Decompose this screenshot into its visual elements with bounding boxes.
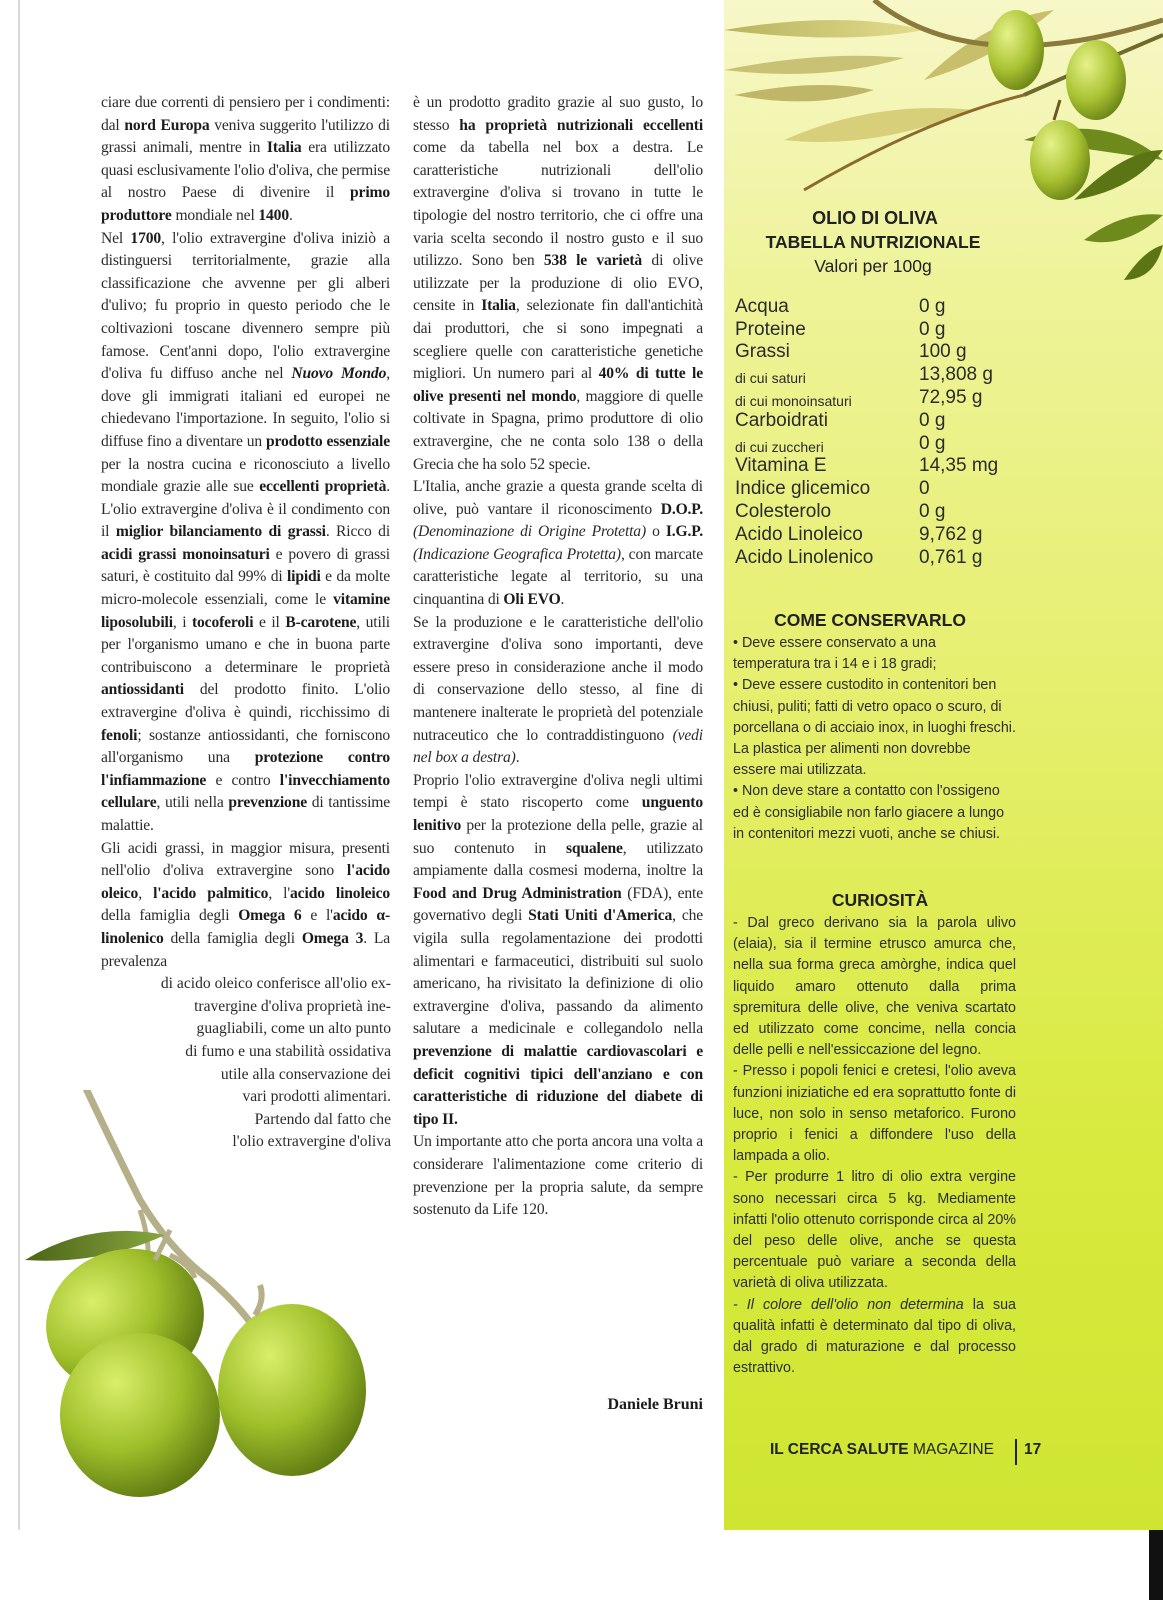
curiosity-item: - Per produrre 1 litro di olio extra vergine sono necessari circa 5 kg. Mediamente infatti l'olio ottenuto corrisponde circa al 20% del peso delle olive, anche se questa percentuale può variare a seconda della varietà di oliva utilizzata.	[733, 1169, 1016, 1292]
text-run: e contro	[206, 771, 280, 789]
nutrition-row	[735, 320, 1035, 343]
bold-text: Omega 3	[301, 929, 364, 947]
text-run: , utili nella	[156, 794, 229, 812]
page-number: 17	[1024, 1441, 1042, 1458]
text-run: Se la produzione e le caratteristiche dell'olio extravergine d'oliva sono importanti, deve essere preso in considerazione anche il modo di conservazione dello stesso, al fine di mantenere inalterate le proprietà del potenziale nutraceutico che lo contraddistinguono	[413, 613, 703, 744]
text-run: ciare due correnti di pensiero per i condimenti: dal	[101, 94, 390, 134]
text-run: veniva suggerito l'utilizzo di grassi animali, mentre in	[101, 116, 390, 157]
box-title: OLIO DI OLIVA	[812, 208, 938, 228]
nutrient-value: 0 g	[919, 318, 946, 340]
wrap-line: l'olio extravergine d'oliva	[232, 1133, 391, 1151]
bold-text: 40% di tutte le olive presenti nel mondo	[413, 365, 703, 405]
bold-text: prodotto essenziale	[266, 432, 390, 450]
text-run: era utilizzato quasi esclusivamente l'olio d'oliva, che permise al nostro Paese di divenire il	[101, 139, 390, 202]
bold-text: Italia	[481, 297, 516, 315]
text-run: come da tabella nel box a destra. Le caratteristiche nutrizionali dell'olio extravergine d'oliva si trovano in tutte le tipologie del nostro territorio, che ci offre una varia scelta secondo il nostro gusto e il suo utilizzo. Sono ben	[413, 139, 703, 270]
col2-paragraph-1	[413, 92, 703, 476]
text-run: .	[288, 206, 293, 224]
nutrition-table	[735, 297, 1035, 571]
bold-text: acido α-linolenico	[101, 907, 390, 947]
nutrition-row	[735, 343, 1035, 366]
text-run: , utilizzato ampiamente dalla cosmesi moderna, inoltre la	[413, 839, 703, 880]
italic-text: (Indicazione Geografica Protetta)	[413, 545, 621, 563]
nutrient-value: 100 g	[919, 341, 967, 363]
text-run: di olive utilizzate per la produzione di olio EVO, censite in	[413, 252, 704, 315]
bold-text: l'acido palmitico	[153, 884, 269, 902]
bold-text: lipidi	[286, 568, 321, 586]
text-run: ; sostanze antiossidanti, che forniscono all'organismo una	[101, 726, 390, 767]
curiosity-item-last	[733, 1295, 1016, 1380]
nutrient-name: di cui zuccheri	[735, 438, 824, 455]
bold-text: Omega 6	[238, 907, 302, 925]
nutrient-name: Grassi	[735, 341, 790, 363]
nutrient-value: 0	[919, 478, 930, 500]
bold-text: antiossidanti	[101, 681, 184, 699]
bold-text: prevenzione	[228, 794, 307, 812]
bold-text: 538 le varietà	[543, 252, 643, 270]
conserve-item: • Non deve stare a contatto con l'ossigeno ed è consigliabile non farlo giacere a lungo in contenitori mezzi vuoti, anche se chiusi.	[733, 783, 1005, 842]
text-run: (FDA), ente governativo degli	[413, 884, 703, 925]
nutrient-name: Indice glicemico	[735, 478, 871, 500]
nutrition-row	[735, 457, 1035, 480]
bold-text: Italia	[266, 139, 302, 157]
bold-text: tocoferoli	[191, 613, 254, 631]
text-run: per la nostra cucina e riconosciuto a livello mondiale grazie alle sue	[101, 455, 390, 496]
text-run: del prodotto finito. L'olio extravergine d'oliva è quindi, ricchissimo di	[101, 681, 390, 722]
text-run: e l'	[301, 907, 333, 925]
text-run: della famiglia degli	[163, 929, 302, 947]
magazine-suffix: MAGAZINE	[908, 1441, 994, 1458]
text-run: , l'	[268, 884, 291, 902]
bold-text: eccellenti proprietà	[259, 478, 387, 496]
bold-text: prevenzione di malattie cardiovascolari e deficit cognitivi tipici dell'anziano e con caratteristiche di riduzione del diabete di tipo II.	[413, 1042, 703, 1128]
curiosity-rest: la sua qualità infatti è determinato dal tipo di oliva, dal grado di maturazione e dal processo estrattivo.	[733, 1296, 1016, 1377]
text-run: Proprio l'olio extravergine d'oliva negli ultimi tempi è stato riscoperto come	[413, 771, 703, 812]
bold-text: Food and Drug Administration	[413, 884, 622, 902]
col2-paragraph-5	[413, 1131, 703, 1221]
italic-text: (Denominazione di Origine Protetta)	[413, 523, 646, 541]
nutrient-name: Acqua	[735, 295, 789, 317]
author-signature: Daniele Bruni	[607, 1396, 703, 1413]
text-run: Nel	[101, 229, 131, 247]
bold-text: unguento lenitivo	[413, 794, 703, 834]
footer-separator	[1015, 1439, 1017, 1465]
wrap-line: travergine d'oliva proprietà ine-	[194, 997, 391, 1015]
bold-text: 1400	[258, 206, 289, 224]
magazine-name: IL CERCA SALUTE	[770, 1441, 909, 1458]
curiosity-italic: - Il colore dell'olio non determina	[733, 1296, 964, 1313]
nutrient-name: di cui saturi	[735, 370, 806, 387]
nutrient-value: 0 g	[919, 432, 946, 454]
bold-text: acido linoleico	[290, 884, 390, 902]
curiosity-heading: CURIOSITÀ	[831, 890, 929, 910]
nutrient-name: Acido Linoleico	[735, 523, 863, 545]
conserve-text	[733, 633, 1016, 845]
nutrient-value: 0 g	[919, 295, 946, 317]
nutrition-row	[735, 479, 1035, 502]
conserve-heading: COME CONSERVARLO	[774, 610, 966, 630]
text-run: e povero di grassi saturi, è costituito dal 99% di	[101, 545, 390, 586]
text-run: , con marcate caratteristiche legate al territorio, su una cinquantina di	[413, 545, 703, 609]
bold-text: vitamine liposolubili	[101, 591, 390, 631]
bold-text: fenoli	[101, 726, 138, 744]
wrap-line: vari prodotti alimentari.	[242, 1088, 391, 1106]
text-run: della famiglia degli	[101, 907, 239, 925]
text-run: , che vigila sulla regolamentazione dei prodotti alimentari e farmaceutici, distribuiti sul suolo americano, ha rivisitato la definizione di olio extravergine d'oliva, passando da alimento salutare a medicinale e collegandolo nella	[413, 907, 704, 1038]
nutrient-value: 0,761 g	[919, 546, 983, 568]
bold-text: Oli EVO	[503, 591, 561, 609]
wrap-line: guagliabili, come un alto punto	[196, 1020, 391, 1038]
col2-paragraph-3	[413, 612, 703, 770]
col2-paragraph-4	[413, 770, 703, 1132]
nutrition-row	[735, 548, 1035, 571]
text-run: .	[515, 749, 520, 767]
page-footer	[770, 1441, 1060, 1471]
nutrient-name: Proteine	[735, 318, 806, 340]
wrap-line: di acido oleico conferisce all'olio ex-	[160, 975, 391, 993]
text-run: e da molte micro-molecole essenziali, come le	[101, 568, 390, 609]
bold-text: Stati Uniti d'America	[528, 907, 673, 925]
text-run: Gli acidi grassi, in maggior misura, presenti nell'olio d'oliva extravergine sono	[101, 839, 390, 880]
text-run: di tantissime malattie.	[101, 794, 390, 834]
bold-text: B-carotene	[285, 613, 357, 631]
emphasis-text: Nuovo Mondo	[291, 365, 387, 383]
bold-text: miglior bilanciamento di grassi	[115, 523, 326, 541]
nutrient-name: Carboidrati	[735, 409, 828, 431]
bold-text: nord Europa	[124, 116, 210, 134]
text-run: , dove gli immigrati italiani ed europei ne chiedevano l'importazione. In seguito, l'olio si diffuse fino a diventare un	[101, 365, 390, 450]
bold-text: I.G.P.	[665, 523, 703, 541]
nutrition-row	[735, 388, 1035, 411]
article-column-2	[413, 92, 703, 1222]
nutrient-value: 13,808 g	[919, 364, 993, 386]
bold-text: l'invecchiamento cellulare	[101, 771, 390, 812]
bold-text: primo produttore	[101, 184, 390, 224]
bold-text: squalene	[565, 839, 623, 857]
box-unit: Valori per 100g	[814, 256, 932, 276]
text-run: . Ricco di	[325, 523, 391, 541]
nutrition-row	[735, 502, 1035, 525]
olives-illustration	[20, 1090, 410, 1540]
bold-text	[291, 365, 386, 382]
nutrient-name: di cui monoinsaturi	[735, 392, 852, 409]
text-run: mondiale nel	[171, 206, 259, 224]
text-run: , l'olio extravergine d'oliva iniziò a distinguersi territorialmente, grazie alla classificazione che avvenne per gli alberi d'ulivo; fu proprio in questo periodo che le coltivazioni toscane divennero sempre più famose. Cent'anni dopo, l'olio extravergine d'oliva fu diffuso anche nel	[101, 229, 390, 383]
text-run: Un importante atto che porta ancora una volta a considerare l'alimentazione come criterio di prevenzione per la propria salute, da sempre sostenuto da Life 120.	[413, 1133, 703, 1219]
bold-text: D.O.P.	[660, 500, 703, 518]
col1-paragraph-1	[101, 92, 390, 228]
text-run: per la protezione della pelle, grazie al suo contenuto in	[413, 817, 703, 857]
nutrient-value: 0 g	[919, 409, 946, 431]
conserve-item: • Deve essere conservato a una temperatura tra i 14 e i 18 gradi;	[733, 635, 937, 673]
text-run: è un prodotto gradito grazie al suo gusto, lo stesso	[413, 94, 703, 134]
text-run: L'Italia, anche grazie a questa grande scelta di olive, può vantare il riconoscimento	[413, 478, 703, 518]
bold-text: l'acido oleico	[101, 862, 390, 902]
nutrition-row	[735, 365, 1035, 388]
nutrition-row	[735, 434, 1035, 457]
article-column-1	[101, 92, 390, 973]
text-run: . L'olio extravergine d'oliva è il condimento con il	[101, 478, 390, 541]
box-subtitle: TABELLA NUTRIZIONALE	[765, 232, 981, 252]
text-run: . La prevalenza	[101, 929, 390, 970]
text-run: , i	[172, 613, 192, 631]
bold-text: acidi grassi monoinsaturi	[101, 545, 270, 563]
text-run: .	[560, 591, 565, 609]
nutrition-row	[735, 525, 1035, 548]
bold-text: protezione contro l'infiammazione	[101, 749, 390, 789]
col1-paragraph-2	[101, 228, 390, 838]
wrap-line: di fumo e una stabilità ossidativa	[185, 1042, 391, 1060]
text-run: , utili per l'organismo umano e che in buona parte contribuiscono a determinare le proprietà	[101, 613, 390, 676]
curiosity-item: - Presso i popoli fenici e cretesi, l'olio aveva funzioni iniziatiche ed era soprattutto fonte di luce, non solo in senso metaforico. Furono proprio i fenici a diffondere l'uso della lampada a olio.	[733, 1063, 1016, 1165]
curiosity-item: - Dal greco derivano sia la parola ulivo (elaia), sia il termine etrusco amurca che, nella sua forma greca amòrghe, indica quel liquido amaro ottenuto dalla prima spremitura delle olive, che veniva scartato ed utilizzato come concime, nella concia delle pelli e nell'essiccazione del legno.	[733, 915, 1016, 1059]
bold-text: ha proprietà nutrizionali eccellenti	[459, 116, 704, 134]
col1-paragraph-3	[101, 838, 390, 974]
curiosity-text	[733, 913, 1016, 1379]
text-run: o	[646, 523, 666, 541]
nutrient-name: Vitamina E	[735, 455, 827, 477]
wrap-line: utile alla conservazione dei	[220, 1065, 391, 1083]
nutrient-name: Colesterolo	[735, 500, 832, 522]
nutrient-name: Acido Linolenico	[735, 546, 874, 568]
text-run: e il	[253, 613, 286, 631]
nutrition-sidebar	[724, 0, 1163, 1530]
nutrient-value: 9,762 g	[919, 523, 983, 545]
nutrient-value: 72,95 g	[919, 386, 983, 408]
text-run: , selezionate fin dall'antichità dai produttori, che si sono impegnati a scegliere quelle con caratteristiche genetiche migliori. Un numero pari al	[413, 297, 703, 383]
text-run: ,	[138, 884, 154, 902]
nutrition-row	[735, 297, 1035, 320]
col2-paragraph-2	[413, 476, 703, 612]
nutrition-row	[735, 411, 1035, 434]
nutrient-value: 14,35 mg	[919, 455, 999, 477]
italic-text: (vedi nel box a destra)	[413, 726, 703, 767]
wrap-line: Partendo dal fatto che	[254, 1110, 391, 1128]
bold-text: 1700	[130, 229, 162, 247]
nutrient-value: 0 g	[919, 500, 946, 522]
conserve-item: • Deve essere custodito in contenitori ben chiusi, puliti; fatti di vetro opaco o scuro, di porcellana o di acciaio inox, in luoghi freschi. La plastica per alimenti non dovrebbe essere mai utilizzata.	[733, 677, 1016, 779]
text-run: , maggiore di quelle coltivate in Spagna, primo produttore di olio extravergine, che ne conta solo 138 o della Grecia che ha solo 52 specie.	[413, 387, 703, 473]
